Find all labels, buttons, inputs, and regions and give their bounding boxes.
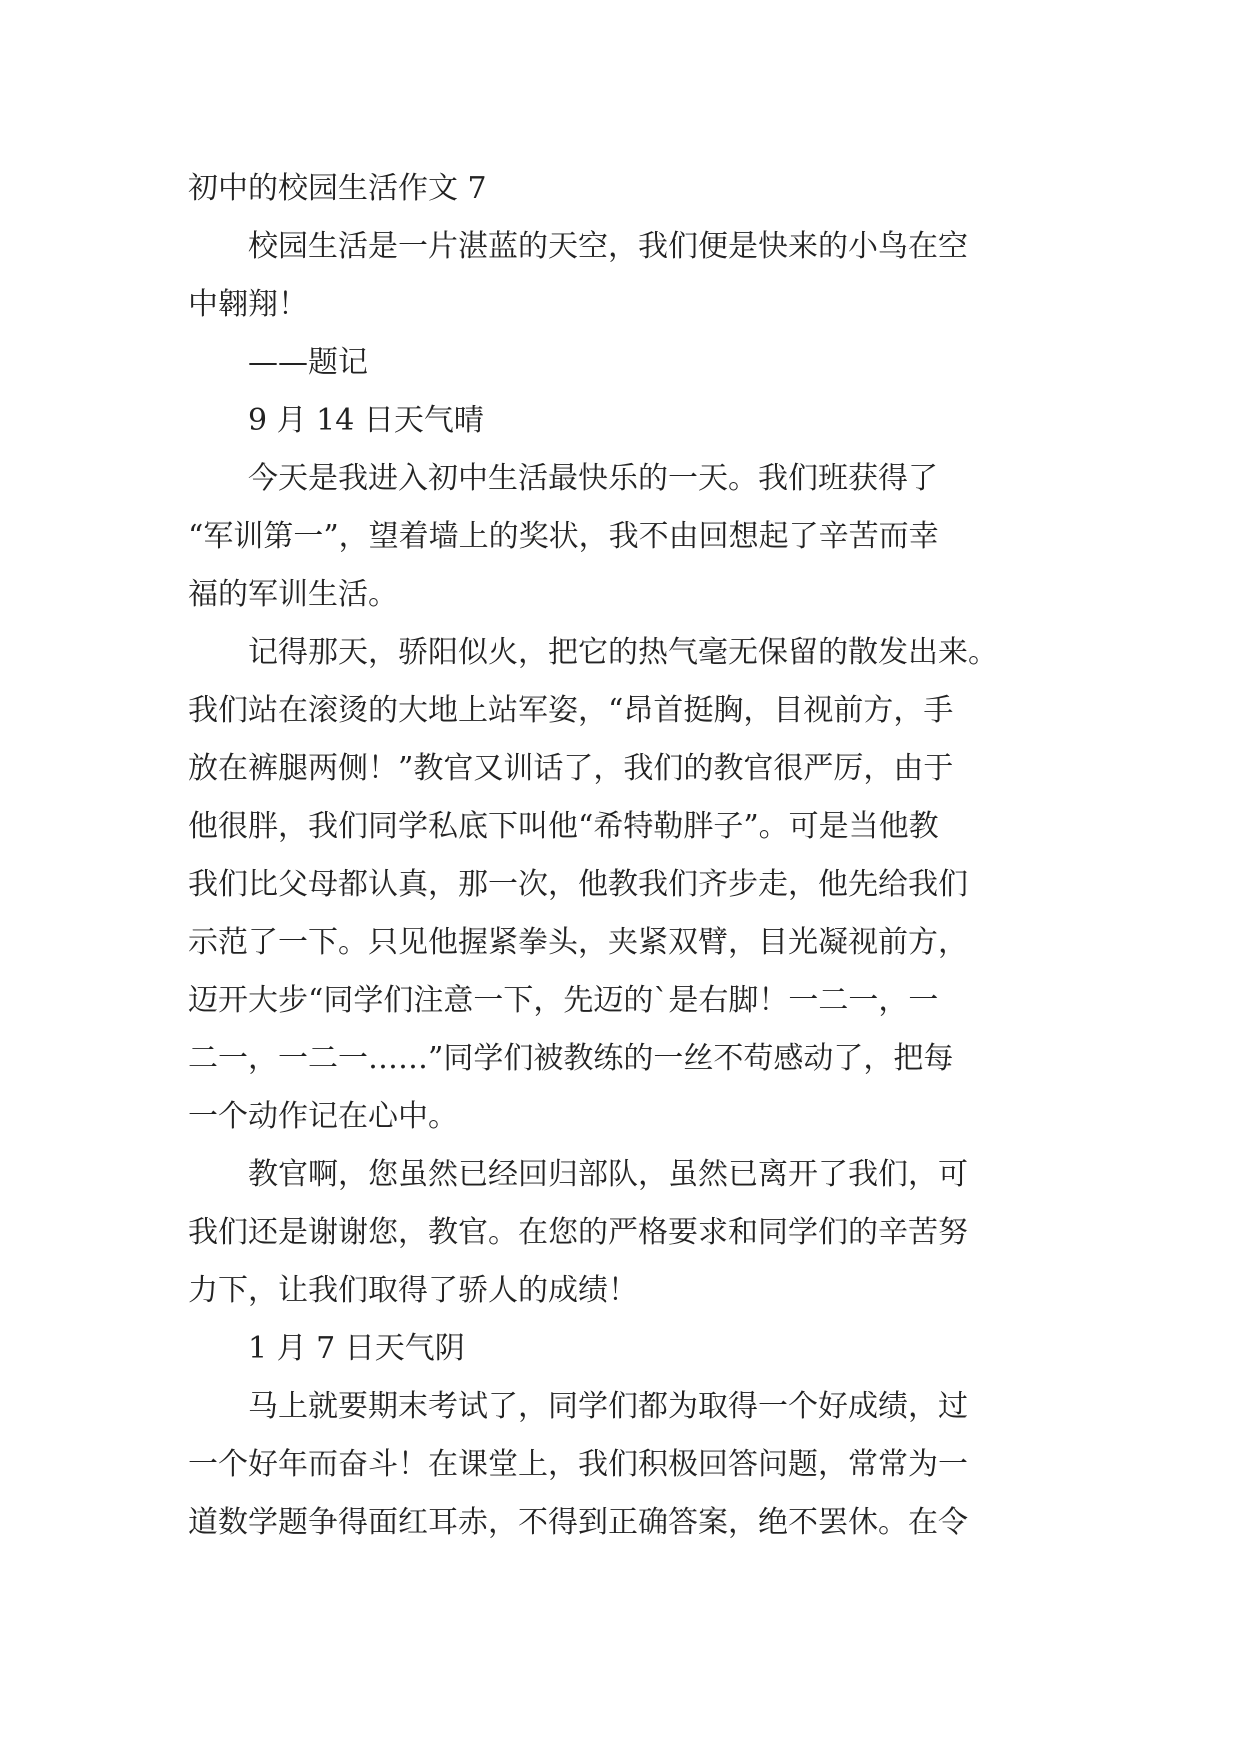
- paragraph-line: 放在裤腿两侧！”教官又训话了，我们的教官很严厉，由于: [188, 751, 954, 786]
- paragraph-line: 二一，一二一……”同学们被教练的一丝不苟感动了，把每: [188, 1041, 954, 1076]
- paragraph-line: 马上就要期末考试了，同学们都为取得一个好成绩，过: [248, 1389, 968, 1424]
- paragraph-line: 我们站在滚烫的大地上站军姿，“昂首挺胸，目视前方，手: [188, 693, 954, 728]
- diary-date-heading: 9 月 14 日天气晴: [248, 403, 484, 438]
- paragraph-line: 记得那天，骄阳似火，把它的热气毫无保留的散发出来。: [248, 635, 998, 670]
- paragraph-line: 示范了一下。只见他握紧拳头，夹紧双臂，目光凝视前方，: [188, 925, 968, 960]
- paragraph-line: 道数学题争得面红耳赤，不得到正确答案，绝不罢休。在令: [188, 1505, 968, 1540]
- paragraph-line: 力下，让我们取得了骄人的成绩！: [188, 1273, 638, 1308]
- paragraph-line: 迈开大步“同学们注意一下，先迈的`是右脚！一二一，一: [188, 983, 939, 1018]
- epigraph-attribution: ——题记: [248, 345, 368, 380]
- diary-date-heading: 1 月 7 日天气阴: [248, 1331, 465, 1366]
- paragraph-line: 中翱翔！: [188, 287, 308, 322]
- document-title: 初中的校园生活作文 7: [188, 171, 487, 206]
- paragraph-line: 福的军训生活。: [188, 577, 398, 612]
- paragraph-line: 我们比父母都认真，那一次，他教我们齐步走，他先给我们: [188, 867, 968, 902]
- paragraph-line: 他很胖，我们同学私底下叫他“希特勒胖子”。可是当他教: [188, 809, 939, 844]
- paragraph-line: 一个好年而奋斗！在课堂上，我们积极回答问题，常常为一: [188, 1447, 968, 1482]
- paragraph-line: 今天是我进入初中生活最快乐的一天。我们班获得了: [248, 461, 938, 496]
- paragraph-line: 我们还是谢谢您，教官。在您的严格要求和同学们的辛苦努: [188, 1215, 968, 1250]
- document-page: [188, 160, 1058, 1552]
- paragraph-line: 一个动作记在心中。: [188, 1099, 458, 1134]
- paragraph-line: 校园生活是一片湛蓝的天空，我们便是快来的小鸟在空: [248, 229, 968, 264]
- paragraph-line: 教官啊，您虽然已经回归部队，虽然已离开了我们，可: [248, 1157, 968, 1192]
- paragraph-line: “军训第一”，望着墙上的奖状，我不由回想起了辛苦而幸: [188, 519, 939, 554]
